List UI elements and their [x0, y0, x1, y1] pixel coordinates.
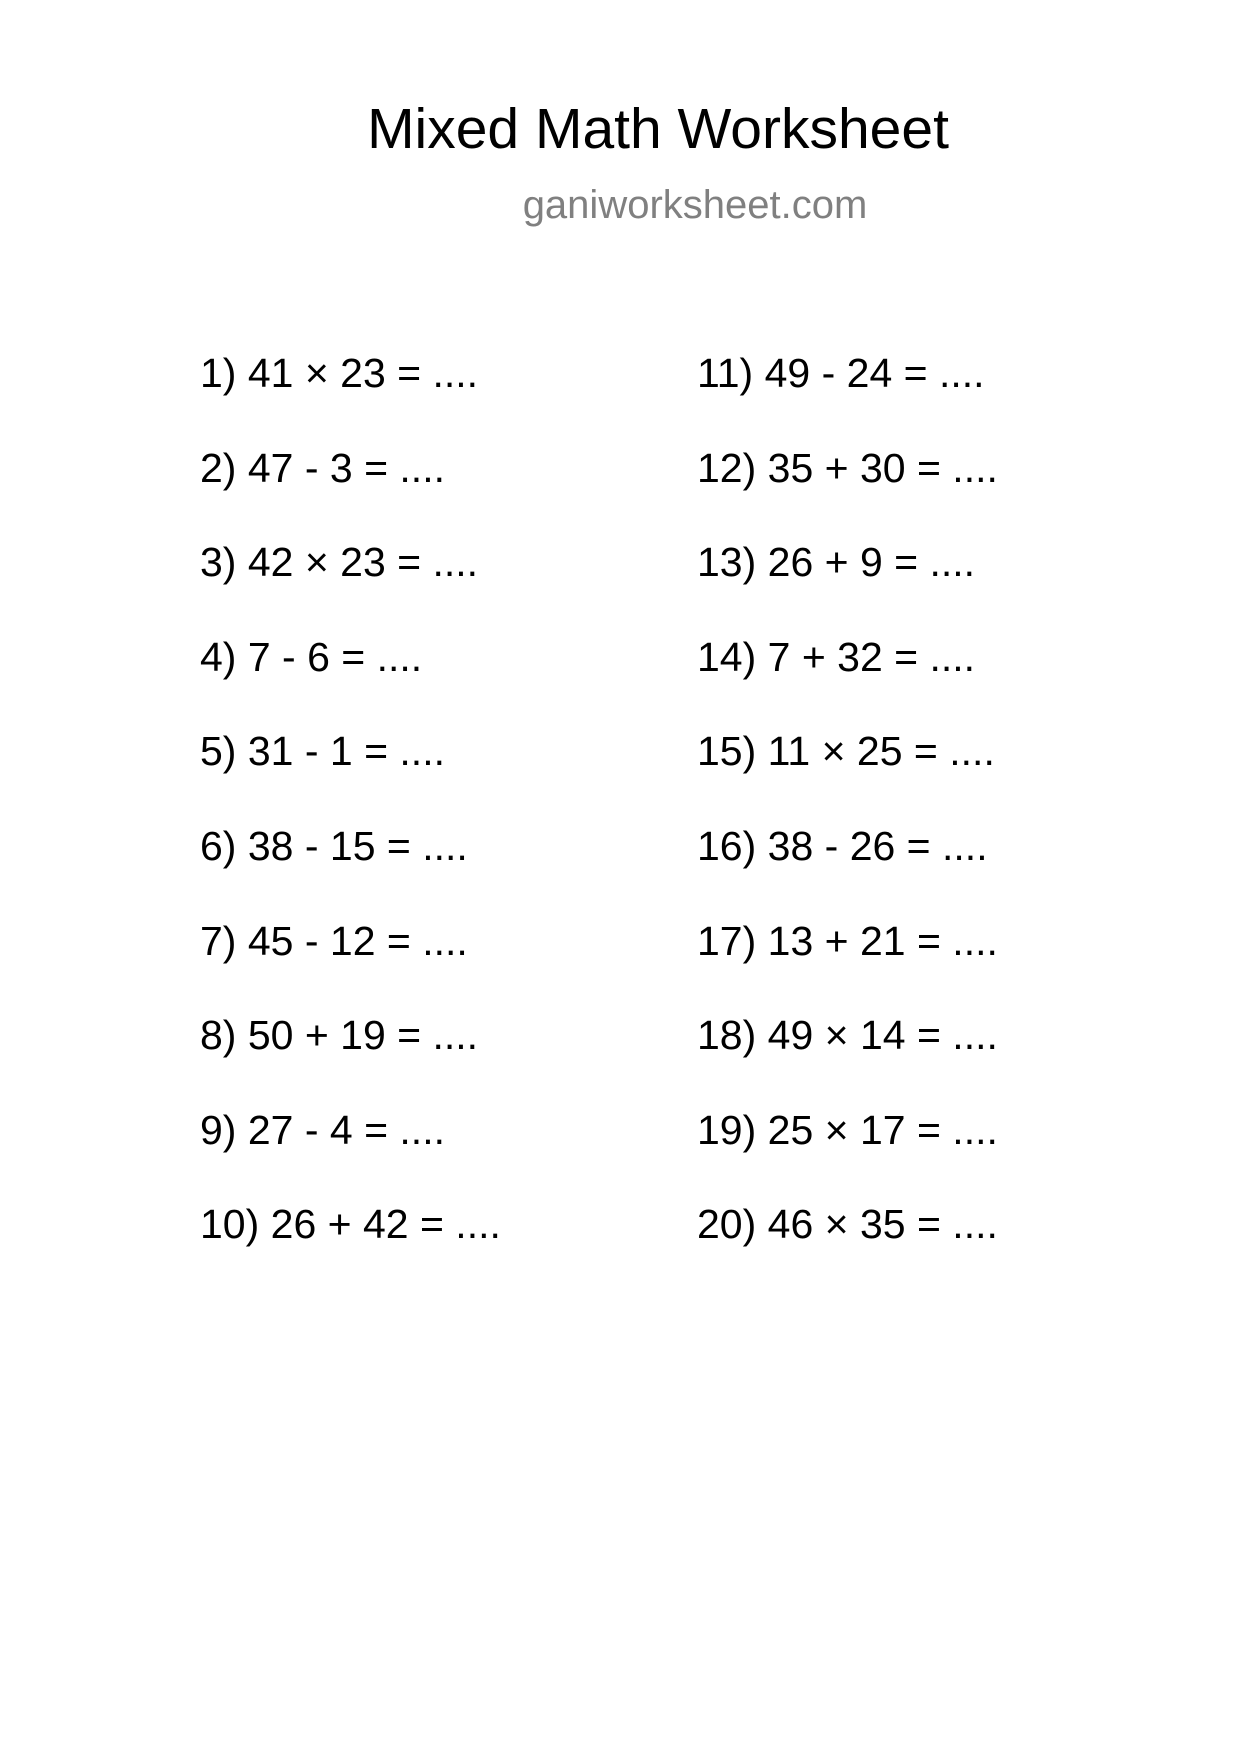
problem-item: 17) 13 + 21 = .... — [697, 917, 998, 964]
problem-item: 14) 7 + 32 = .... — [697, 633, 976, 680]
problem-item: 12) 35 + 30 = .... — [697, 444, 998, 491]
problem-item: 11) 49 - 24 = .... — [697, 350, 985, 396]
problem-item: 10) 26 + 42 = .... — [200, 1201, 501, 1248]
problems-column-left — [200, 350, 501, 1296]
problem-item: 7) 45 - 12 = .... — [200, 917, 468, 964]
problem-item: 20) 46 × 35 = .... — [697, 1201, 998, 1248]
problem-item: 3) 42 × 23 = .... — [200, 539, 479, 586]
page-title: Mixed Math Worksheet — [367, 97, 949, 161]
problem-item: 18) 49 × 14 = .... — [697, 1012, 998, 1059]
problems-column-right — [697, 350, 998, 1296]
problem-item: 8) 50 + 19 = .... — [200, 1012, 479, 1059]
problem-item: 16) 38 - 26 = .... — [697, 822, 988, 869]
problem-item: 6) 38 - 15 = .... — [200, 822, 468, 869]
site-watermark: ganiworksheet.com — [522, 183, 868, 227]
problem-item: 1) 41 × 23 = .... — [200, 350, 479, 396]
problem-item: 4) 7 - 6 = .... — [200, 633, 423, 680]
problem-item: 19) 25 × 17 = .... — [697, 1106, 998, 1153]
problem-item: 5) 31 - 1 = .... — [200, 728, 445, 775]
problem-item: 9) 27 - 4 = .... — [200, 1106, 445, 1153]
problem-item: 15) 11 × 25 = .... — [697, 728, 995, 775]
problem-item: 2) 47 - 3 = .... — [200, 444, 445, 491]
problem-item: 13) 26 + 9 = .... — [697, 539, 976, 586]
